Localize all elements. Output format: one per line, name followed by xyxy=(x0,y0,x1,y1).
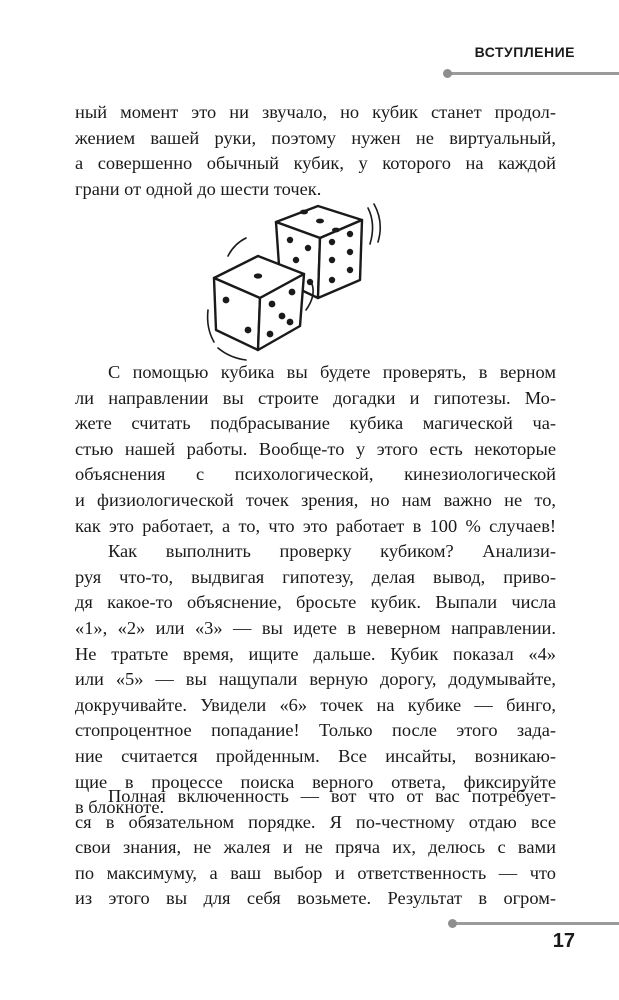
text-line: из этого вы для себя возьмете. Результат в огром- xyxy=(75,888,556,909)
paragraph-group xyxy=(75,360,556,821)
text-line: жете считать подбрасывание кубика магической ча- xyxy=(75,413,556,434)
text-line: а совершенно обычный кубик, у которого на каждой xyxy=(75,153,556,174)
text-line: ся в обязательном порядке. Я по-честному отдаю все xyxy=(75,811,556,832)
text-line: «1», «2» или «3» — вы идете в неверном направлении. xyxy=(75,617,556,638)
text-line: стопроцентное попадание! Только после этого зада- xyxy=(75,720,556,741)
text-line: С помощью кубика вы будете проверять, в верном xyxy=(108,362,556,382)
text-line: ли направлении вы строите догадки и гипотезы. Мо- xyxy=(75,387,556,408)
text-line: стью нашей работы. Вообще-то у этого есть некоторые xyxy=(75,438,556,459)
text-line: докручивайте. Увидели «6» точек на кубике — бинго, xyxy=(75,694,556,715)
text-line: ный момент это ни звучало, но кубик станет продол- xyxy=(75,102,556,122)
text-line: щие в процессе поиска верного ответа, фиксируйте xyxy=(75,771,556,792)
text-line: или «5» — вы нащупали верную дорогу, додумывайте, xyxy=(75,669,556,690)
front-die xyxy=(214,256,304,350)
text-line: свои знания, не жалея и не пряча их, делюсь с вами xyxy=(75,837,556,858)
text-line: Как выполнить проверку кубиком? Анализи- xyxy=(108,541,556,562)
header-rule xyxy=(446,72,619,75)
text-line: Полная включенность — вот что от вас потребует- xyxy=(108,786,556,806)
text-line: и физиологической точек зрения, но нам важно не то, xyxy=(75,489,556,510)
footer-rule xyxy=(451,922,619,925)
dice-illustration xyxy=(200,200,390,365)
rule-dot xyxy=(443,69,452,78)
text-line: по максимуму, а ваш выбор и ответственность — что xyxy=(75,862,556,883)
text-line: объяснения с психологической, кинезиологической xyxy=(75,464,556,485)
paragraph-continuation xyxy=(75,100,556,202)
text-line: жением вашей руки, поэтому нужен не виртуальный, xyxy=(75,127,556,148)
page-number: 17 xyxy=(552,930,575,952)
paragraph-final xyxy=(75,784,556,912)
text-line: дя какое-то объяснение, бросьте кубик. Выпали числа xyxy=(75,592,556,613)
text-line: Не тратьте время, ищите дальше. Кубик показал «4» xyxy=(75,643,556,664)
section-title: ВСТУПЛЕНИЕ xyxy=(474,44,575,60)
text-line: руя что-то, выдвигая гипотезу, делая вывод, приво- xyxy=(75,566,556,587)
text-line: как это работает, а то, что это работает в 100 % случаев! xyxy=(75,515,556,536)
text-line: грани от одной до шести точек. xyxy=(75,178,322,199)
text-line: ние считается пройденным. Все инсайты, возникаю- xyxy=(75,745,556,766)
text-line: в блокноте. xyxy=(75,797,165,818)
rule-dot xyxy=(448,919,457,928)
